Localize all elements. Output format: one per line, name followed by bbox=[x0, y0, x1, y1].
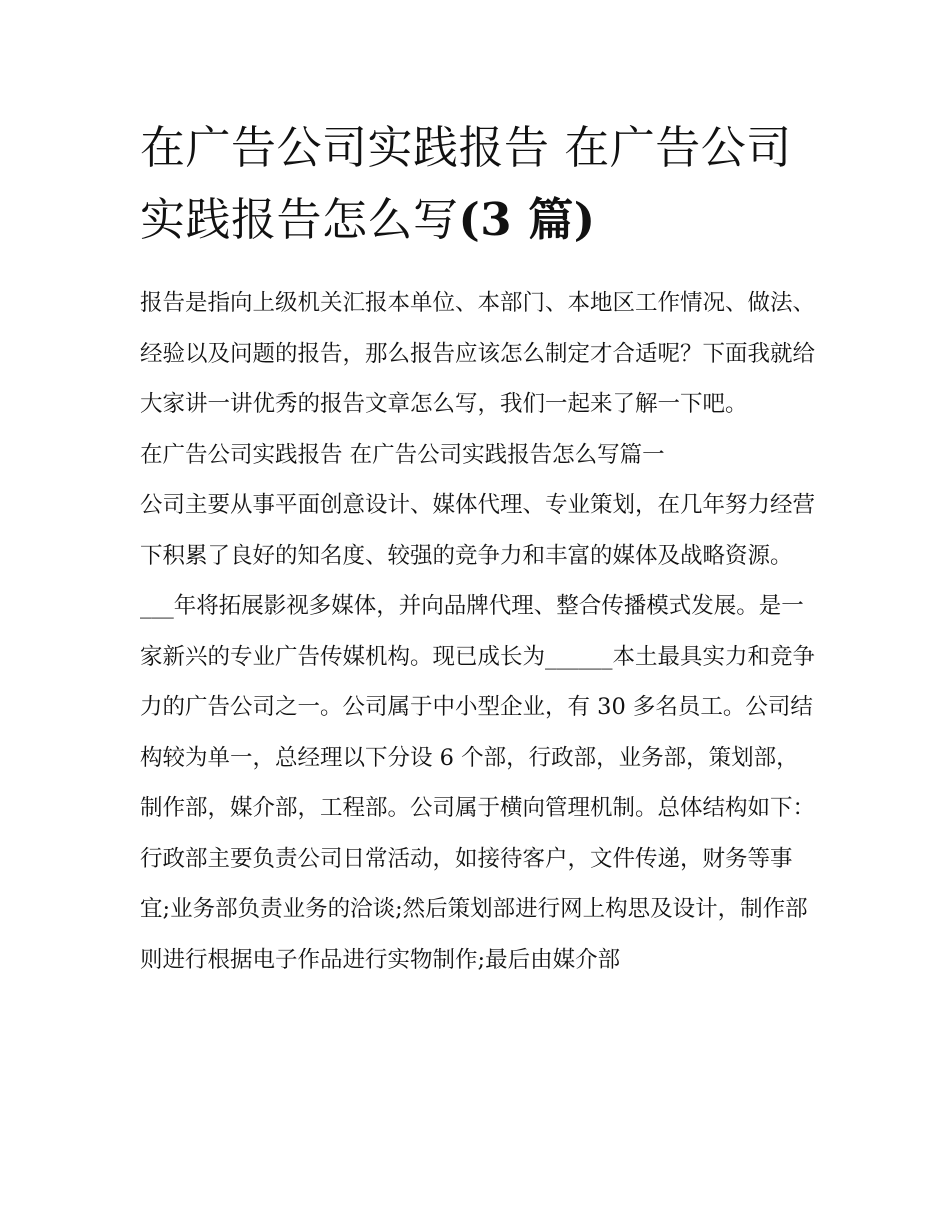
paragraph-intro: 报告是指向上级机关汇报本单位、本部门、本地区工作情况、做法、经验以及问题的报告，那么报告应该怎么制定才合适呢？下面我就给大家讲一讲优秀的报告文章怎么写，我们一起来了解一下吧。 bbox=[140, 290, 816, 417]
title-count: (3 篇) bbox=[458, 193, 596, 246]
section-heading: 在广告公司实践报告 在广告公司实践报告怎么写篇一 bbox=[140, 441, 665, 468]
paragraph-departments: 行政部主要负责公司日常活动，如接待客户，文件传递，财务等事宜;业务部负责业务的洽谈;然后策划部进行网上构思及设计，制作部则进行根据电子作品进行实物制作;最后由媒介部 bbox=[140, 845, 808, 973]
document-title bbox=[140, 112, 820, 256]
title-main: 在广告公司实践报告 在广告公司实践报告怎么写 bbox=[140, 121, 792, 246]
document-page bbox=[140, 112, 820, 985]
document-body bbox=[140, 278, 820, 985]
paragraph-company: 公司主要从事平面创意设计、媒体代理、专业策划，在几年努力经营下积累了良好的知名度、较强的竞争力和丰富的媒体及战略资源。___年将拓展影视多媒体，并向品牌代理、整合传播模式发展。是一家新兴的专业广告传媒机构。现已成长为______本土最具实力和竞争力的广告公司之一。公司属于中小型企业，有 30 多名员工。公司结构较为单一，总经理以下分设 6 个部，行政部，业务部，策划部，制作部，媒介部，工程部。公司属于横向管理机制。总体结构如下： bbox=[140, 492, 816, 821]
